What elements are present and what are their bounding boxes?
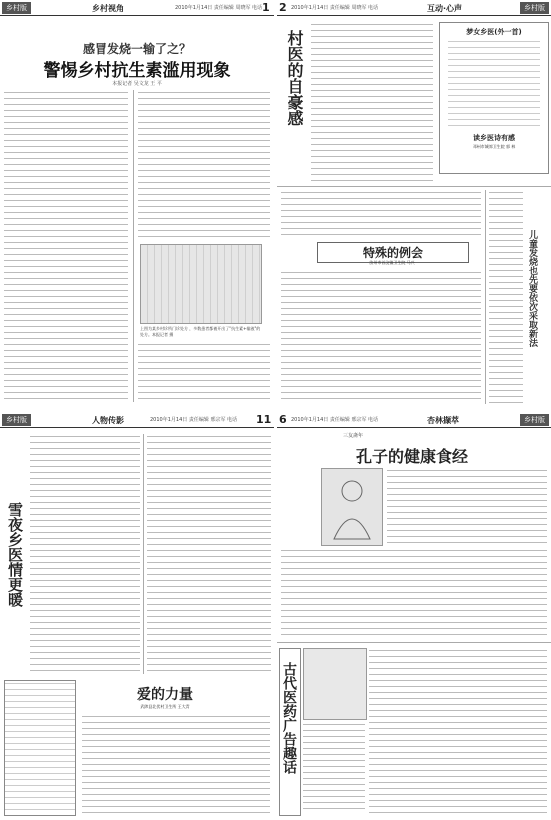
- page-3: [0, 412, 274, 820]
- main-text-top: [281, 190, 481, 236]
- section-name: 互动·心声: [427, 4, 463, 13]
- page-number: 2: [279, 1, 287, 14]
- ancient-ad-image: [303, 648, 367, 720]
- edition-badge: 乡村版: [2, 414, 31, 426]
- headline-text-right: [387, 468, 547, 544]
- feature-poem: [82, 714, 270, 814]
- page-1: [0, 0, 274, 408]
- page-number: 11: [256, 413, 272, 426]
- page-number: 6: [279, 413, 287, 426]
- page-2-header: [277, 0, 551, 16]
- vertical-title: 雪夜乡医情更暖: [6, 502, 24, 607]
- section-name: 杏林撷萃: [427, 416, 459, 425]
- kicker: 感冒发烧一输了之？: [82, 42, 191, 56]
- photo-caption: 上图为某乡村诊所门诊处方 ，多数患者都被开出了"抗生素+输液"的处方。本报记者 摄: [140, 326, 261, 337]
- vertical-title: 古代医药广告趣话: [281, 662, 297, 774]
- section-name: 乡村视角: [92, 4, 124, 13]
- body-text-col2: [138, 90, 270, 240]
- feature-title: 爱的力量: [137, 687, 193, 703]
- story-text-b: [147, 434, 271, 674]
- page-number: 1: [262, 1, 270, 14]
- page-1-header: [0, 0, 274, 16]
- issue-date: 2010年1月14日 责任编辑 周晓军 电话: [291, 5, 379, 11]
- feature-byline: 武陟县北伏村卫生所 王大青: [140, 704, 190, 709]
- vertical-title: 村医的自豪感: [285, 30, 304, 126]
- issue-date: 2010年1月14日 责任编辑 邢宗军 电话: [291, 417, 379, 423]
- poem-title: 梦女乡医(外一首): [466, 28, 522, 36]
- page-4-header: [277, 412, 551, 428]
- poem-review-title: 读乡医诗有感: [473, 134, 515, 142]
- prescription-photo: [140, 244, 262, 324]
- byline: 本报记者 吴文龙 王 平: [112, 81, 162, 87]
- edition-badge: 乡村版: [2, 2, 31, 14]
- poem-box: [439, 22, 549, 174]
- side-text: [489, 190, 523, 404]
- edition-badge: 乡村版: [520, 414, 549, 426]
- headline: 孔子的健康食经: [355, 447, 468, 466]
- poem-review-author: 邓州市城郊卫生院 郭 林: [472, 144, 516, 149]
- issue-date: 2010年1月14日 责任编辑 周晓军 电话: [175, 5, 263, 11]
- body-text-col2b: [138, 342, 270, 402]
- page-3-header: [0, 412, 274, 428]
- column-label: 三友斋年: [343, 433, 364, 439]
- side-title: 儿童发烧也先要依次采取新法: [527, 230, 537, 347]
- confucius-portrait: [321, 468, 383, 546]
- ad-article-text: [369, 648, 547, 814]
- ad-article-text-lower: [303, 722, 365, 814]
- article-text: [281, 548, 547, 638]
- body-text-col1: [4, 90, 128, 402]
- page-2: [277, 0, 551, 408]
- story-text-a: [30, 434, 140, 674]
- main-title: 特殊的例会: [317, 242, 469, 263]
- page-4: [277, 412, 551, 820]
- main-byline: 汝州市首汶镇卫生院 马兴: [369, 260, 415, 265]
- edition-badge: 乡村版: [520, 2, 549, 14]
- portrait-illustration: [322, 469, 382, 545]
- main-text: [281, 270, 481, 404]
- letter-text: [311, 22, 433, 182]
- section-name: 人物传影: [92, 416, 124, 425]
- headline: 警惕乡村抗生素滥用现象: [43, 61, 231, 81]
- issue-date: 2010年1月14日 责任编辑 邢宗军 电话: [150, 417, 238, 423]
- sidebar-box: [4, 680, 76, 816]
